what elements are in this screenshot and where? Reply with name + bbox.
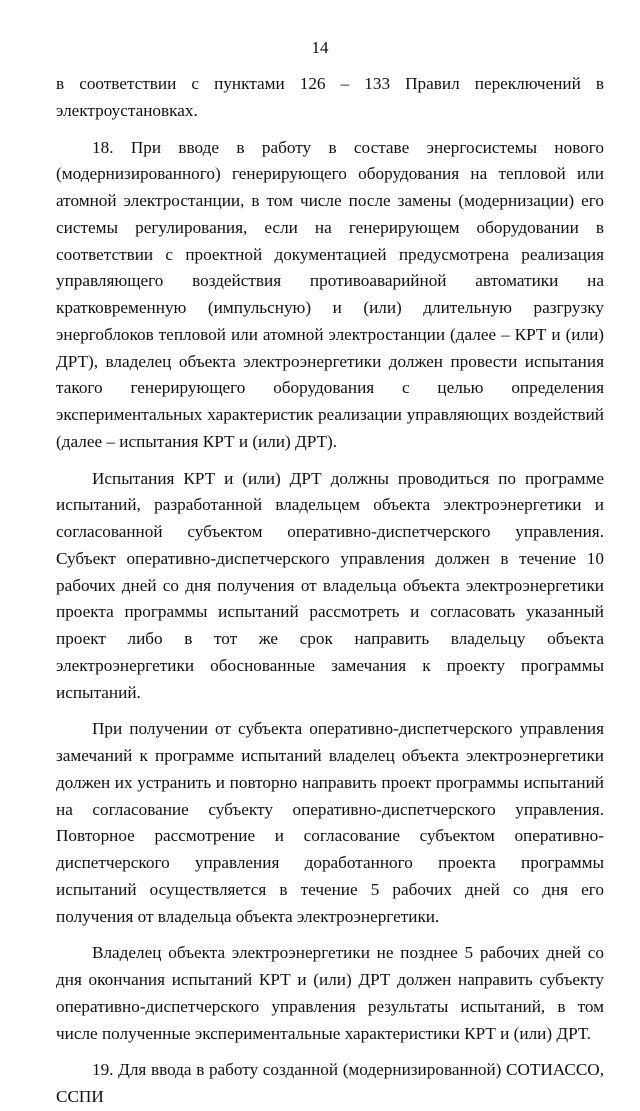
- paragraph-18: 18. При вводе в работу в составе энергосистемы нового (модернизированного) генерирующего оборудования на тепловой или атомной электростанции, в том числе после замены (модернизации) его системы регулирования, если на генерирующем оборудовании в соответствии с проектной документацией предусмотрена реализация управляющего воздействия противоаварийной автоматики на кратковременную (импульсную) и (или) длительную разгрузку энергоблоков тепловой или атомной электростанции (далее – КРТ и (или) ДРТ), владелец объекта электроэнергетики должен провести испытания такого генерирующего оборудования с целью определения экспериментальных характеристик реализации управляющих воздействий (далее – испытания КРТ и (или) ДРТ).: [56, 137, 604, 451]
- document-body: [56, 71, 604, 1111]
- paragraph-results: Владелец объекта электроэнергетики не позднее 5 рабочих дней со дня окончания испытаний КРТ и (или) ДРТ должен направить субъекту оперативно-диспетчерского управления результаты испытаний, в том числе полученные экспериментальные характеристики КРТ и (или) ДРТ.: [56, 943, 604, 1043]
- paragraph-19: 19. Для ввода в работу созданной (модернизированной) СОТИАССО, ССПИ: [56, 1060, 604, 1106]
- paragraph-continuation: в соответствии с пунктами 126 – 133 Правил переключений в электроустановках.: [56, 74, 604, 120]
- paragraph-remarks: При получении от субъекта оперативно-диспетчерского управления замечаний к программе испытаний владелец объекта электроэнергетики должен их устранить и повторно направить проект программы испытаний на согласование субъекту оперативно-диспетчерского управления. Повторное рассмотрение и согласование субъектом оперативно-диспетчерского управления доработанного проекта программы испытаний осуществляется в течение 5 рабочих дней со дня его получения от владельца объекта электроэнергетики.: [56, 719, 604, 926]
- page-number: 14: [311, 38, 329, 57]
- paragraph-tests-program: Испытания КРТ и (или) ДРТ должны проводиться по программе испытаний, разработанной владельцем объекта электроэнергетики и согласованной субъектом оперативно-диспетчерского управления. Субъект оперативно-диспетчерского управления должен в течение 10 рабочих дней со дня получения от владельца объекта электроэнергетики проекта программы испытаний рассмотреть и согласовать указанный проект либо в тот же срок направить владельцу объекта электроэнергетики обоснованные замечания к проекту программы испытаний.: [56, 468, 604, 702]
